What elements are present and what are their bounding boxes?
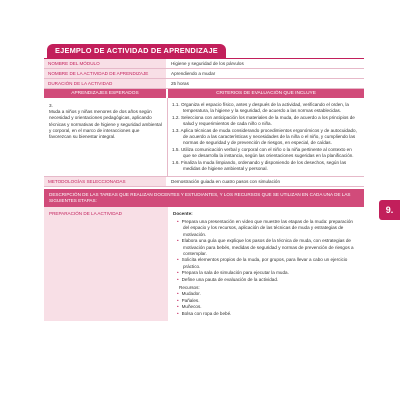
activity-sheet	[44, 40, 364, 321]
learning-number: 3.	[49, 103, 53, 108]
learning-cell	[44, 98, 168, 176]
criteria-row	[44, 98, 364, 177]
preparation-content	[168, 207, 364, 321]
page-tab: 9.	[379, 200, 400, 220]
criterion-item: 1.2. Selecciona con anticipación los materiales de la muda, de acuerdo a los principios de salud y requerimientos de cada niño o niña.	[172, 114, 355, 127]
table-header	[44, 89, 364, 98]
criterion-item: 1.5. Utiliza comunicación verbal y corporal con el niño o la niña pertinente al contexto en que se desarrolla la instancia, según las orientaciones sugeridas en la planificación.	[172, 146, 354, 159]
resource-item: • Pañales.	[183, 298, 359, 304]
module-value: Higiene y seguridad de los párvulos	[171, 61, 244, 66]
resource-item: • Mudador.	[183, 291, 359, 297]
resource-item: • Bolsa con ropa de bebé.	[183, 311, 359, 317]
criteria-header: CRITERIOS DE EVALUACIÓN QUE INCLUYE	[168, 89, 364, 98]
resource-item: • Muñecos.	[183, 304, 359, 310]
criterion-item: 1.3. Aplica técnicas de muda considerando procedimientos ergonómicos y de autocuidado, de acuerdo a las características y necesidades de la niña o el niño, y cumpliendo las normas de seguridad y de prevención de riesgos, en especial, de caídas.	[172, 127, 357, 146]
criterion-item: 1.1. Organiza el espacio físico, antes y después de la actividad, verificando el orden, la temperatura, la higiene y la seguridad, de acuerdo a las normas establecidas.	[172, 102, 349, 114]
preparation-label: PREPARACIÓN DE LA ACTIVIDAD	[44, 207, 168, 321]
preparation-item: • Prepara la sala de simulación para ejecutar la muda.	[183, 270, 359, 276]
resources-heading: Recursos:	[179, 284, 200, 290]
learning-text: Muda a niños y niñas menores de dos años según necesidad y orientaciones pedagógicas, aplicando técnicas y normativas de higiene y seguridad ambiental y corporal, en el marco de interacciones que favorezcan su bienestar integral.	[49, 109, 162, 140]
duration-label: DURACIÓN DE LA ACTIVIDAD	[44, 79, 167, 88]
meta-row-module	[44, 59, 364, 69]
tasks-section-title: DESCRIPCIÓN DE LAS TAREAS QUE REALIZAN DOCENTES Y ESTUDIANTES, Y LOS RECURSOS QUE SE UTILIZAN EN CADA UNA DE LAS SIGUIENTES ETAPAS:	[44, 187, 364, 207]
methodology-row	[44, 177, 364, 187]
criterion-item: 1.6. Finaliza la muda limpiando, ordenando y disponiendo de los desechos, según las medidas de higiene ambiental y personal.	[172, 159, 347, 172]
preparation-item: • Prepara una presentación en video que muestre las etapas de la muda: preparación del espacio y los recursos, aplicación de las técnicas de muda y estrategias de motivación.	[183, 219, 359, 238]
preparation-item: • Define una pauta de evaluación de la actividad.	[183, 277, 359, 283]
activity-label: NOMBRE DE LA ACTIVIDAD DE APRENDIZAJE	[44, 69, 167, 78]
teacher-heading: Docente:	[173, 211, 193, 217]
meta-row-duration	[44, 79, 364, 89]
module-label: NOMBRE DEL MÓDULO	[44, 59, 167, 68]
meta-row-activity	[44, 69, 364, 79]
methodology-value: Demostración guiada en cuatro pasos con simulación	[171, 179, 281, 185]
preparation-row	[44, 207, 364, 321]
criteria-list	[168, 98, 364, 176]
preparation-item: • Solicita elementos propios de la muda, por grupos, para llevar a cabo un ejercicio práctico.	[183, 257, 359, 270]
duration-value: 25 horas	[171, 81, 189, 86]
learning-header: APRENDIZAJES ESPERADOS	[44, 89, 168, 98]
preparation-item: • Elabora una guía que explique los pasos de la técnica de muda, con estrategias de motivación para bebés, medidas de seguridad y normas de prevención de riesgos a contemplar.	[183, 238, 359, 257]
methodology-label: METODOLOGÍAS SELECCIONADAS	[44, 177, 167, 186]
sheet-title: EJEMPLO DE ACTIVIDAD DE APRENDIZAJE	[47, 44, 226, 58]
activity-value: Aprendiendo a mudar	[171, 71, 216, 76]
